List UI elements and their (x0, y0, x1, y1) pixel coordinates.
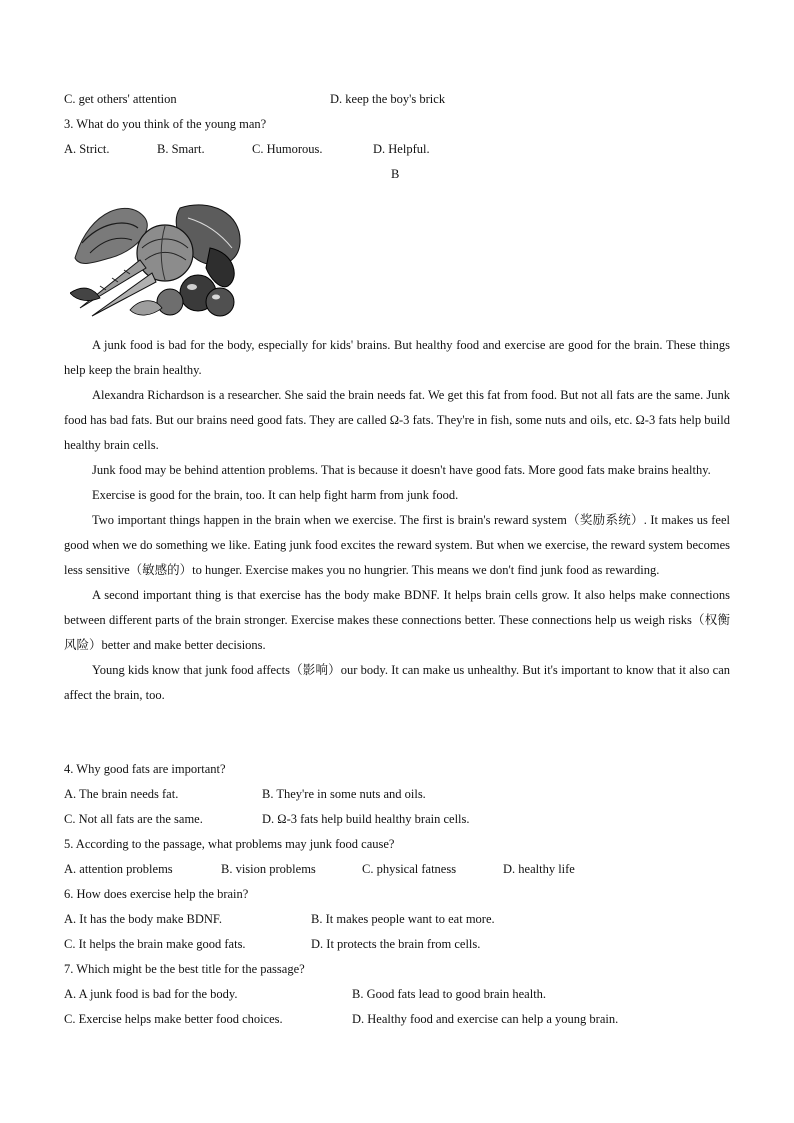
q4-option-b: B. They're in some nuts and oils. (262, 787, 426, 801)
q6-question: 6. How does exercise help the brain? (64, 887, 249, 901)
q3-option-b: B. Smart. (157, 142, 205, 156)
q7-option-b: B. Good fats lead to good brain health. (352, 987, 547, 1001)
q5-option-a: A. attention problems (64, 862, 173, 876)
q7-question: 7. Which might be the best title for the passage? (64, 962, 305, 976)
passage-paragraph-7: Young kids know that junk food affects（影响）our body. It can make us unhealthy. But it's important to know that it also can affect the brain, too. (64, 663, 730, 702)
passage-paragraph-4: Exercise is good for the brain, too. It can help fight harm from junk food. (92, 488, 459, 502)
q5-option-d: D. healthy life (503, 862, 575, 876)
reading-passage (64, 333, 730, 708)
q3-option-d: D. Helpful. (373, 142, 430, 156)
passage-paragraph-6: A second important thing is that exercise has the body make BDNF. It helps brain cells grow. It also helps make connections between different parts of the brain stronger. Exercise makes these connections better. These connections help us weigh risks（权衡风险）better and make better decisions. (64, 588, 730, 652)
q7-option-d: D. Healthy food and exercise can help a young brain. (352, 1012, 619, 1026)
q3-option-c: C. Humorous. (252, 142, 323, 156)
q5-option-c: C. physical fatness (362, 862, 457, 876)
q6-option-c: C. It helps the brain make good fats. (64, 937, 246, 951)
q6-option-a: A. It has the body make BDNF. (64, 912, 223, 926)
q4-option-c: C. Not all fats are the same. (64, 812, 203, 826)
q6-option-d: D. It protects the brain from cells. (311, 937, 481, 951)
q2-option-c: C. get others' attention (64, 92, 177, 106)
q5-question: 5. According to the passage, what problems may junk food cause? (64, 837, 395, 851)
q4-option-d: D. Ω-3 fats help build healthy brain cells. (262, 812, 470, 826)
section-label: B (391, 167, 400, 181)
q5-option-b: B. vision problems (221, 862, 316, 876)
q6-option-b: B. It makes people want to eat more. (311, 912, 495, 926)
q7-option-a: A. A junk food is bad for the body. (64, 987, 238, 1001)
passage-paragraph-2: Alexandra Richardson is a researcher. She said the brain needs fat. We get this fat from food. But not all fats are the same. Junk food has bad fats. But our brains need good fats. They are called Ω-3 fats. They're in fish, some nuts and oils, etc. Ω-3 fats help build healthy brain cells. (64, 388, 730, 452)
q4-option-a: A. The brain needs fat. (64, 787, 179, 801)
passage-paragraph-5: Two important things happen in the brain when we exercise. The first is brain's reward system（奖励系统）. It makes us feel good when we do something we like. Eating junk food excites the reward system. But when we exercise, the reward system becomes less sensitive（敏感的）to hunger. Exercise makes you no hungrier. This means we don't find junk food as rewarding. (64, 513, 730, 577)
passage-paragraph-3: Junk food may be behind attention problems. That is because it doesn't have good fats. More good fats make brains healthy. (92, 463, 711, 477)
q3-option-a: A. Strict. (64, 142, 110, 156)
q7-option-c: C. Exercise helps make better food choices. (64, 1012, 283, 1026)
vegetables-illustration-icon (70, 198, 243, 322)
q3-question: 3. What do you think of the young man? (64, 117, 267, 131)
q4-question: 4. Why good fats are important? (64, 762, 226, 776)
passage-paragraph-1: A junk food is bad for the body, especially for kids' brains. But healthy food and exercise are good for the brain. These things help keep the brain healthy. (64, 338, 730, 377)
q2-option-d: D. keep the boy's brick (330, 92, 446, 106)
